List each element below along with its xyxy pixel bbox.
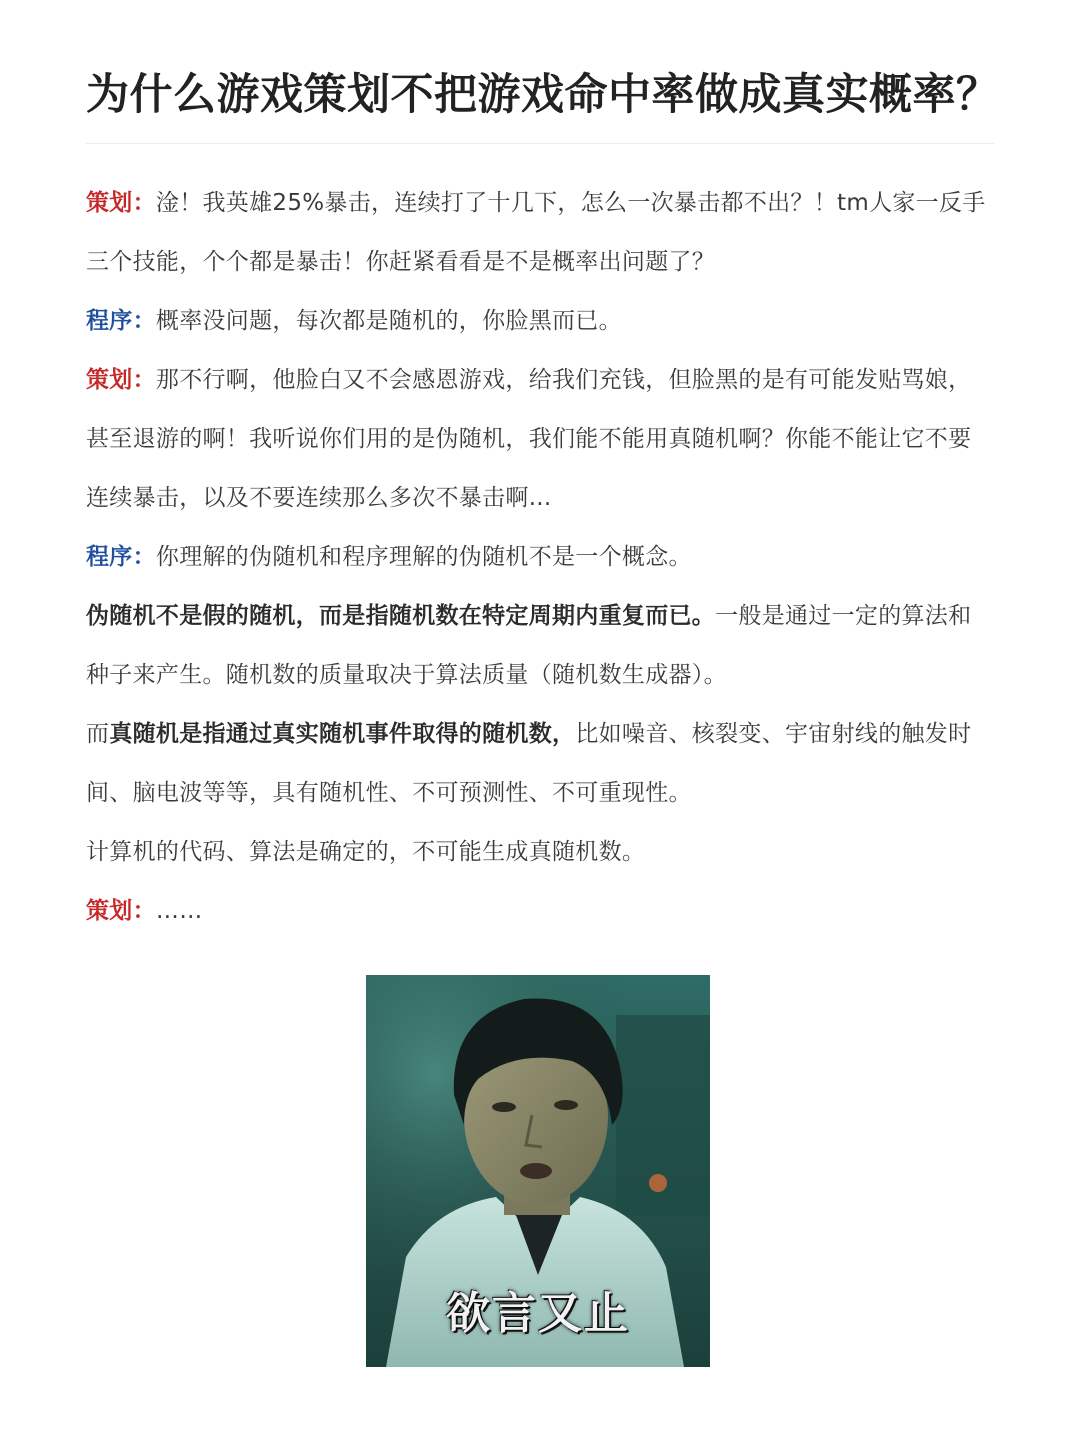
explanation-paragraph (86, 823, 994, 882)
title-divider (86, 143, 994, 144)
explanation-paragraph (86, 587, 994, 705)
dialogue-text: 淦！我英雄25%暴击，连续打了十几下，怎么一次暴击都不出？！tm人家一反手三个技能，个个都是暴击！你赶紧看看是不是概率出问题了？ (86, 190, 986, 275)
article (86, 0, 1000, 941)
paragraph-rest: 一般是通过一定的算法和种子来产生。随机数的质量取决于算法质量（随机数生成器）。 (86, 603, 972, 688)
speaker-label-program: 程序： (86, 544, 156, 570)
dialogue-text: 概率没问题，每次都是随机的，你脸黑而已。 (155, 308, 622, 334)
dialogue-paragraph (86, 174, 994, 292)
dialogue-paragraph (86, 351, 994, 528)
speaker-label-planner: 策划： (86, 190, 156, 216)
mouth-shape (520, 1163, 552, 1179)
dialogue-text: 你理解的伪随机和程序理解的伪随机不是一个概念。 (155, 544, 692, 570)
speaker-label-program: 程序： (86, 308, 156, 334)
right-eye (554, 1100, 578, 1110)
left-eye (492, 1102, 516, 1112)
bold-definition: 伪随机不是假的随机，而是指随机数在特定周期内重复而已。 (86, 603, 716, 629)
dialogue-paragraph (86, 528, 994, 587)
speaker-label-planner: 策划： (86, 898, 156, 924)
dialogue-text: 那不行啊，他脸白又不会感恩游戏，给我们充钱，但脸黑的是有可能发贴骂娘，甚至退游的啊！我听说你们用的是伪随机，我们能不能用真随机啊？你能不能让它不要连续暴击，以及不要连续那么多次不暴击啊... (86, 367, 972, 511)
meme-image (366, 975, 710, 1367)
paragraph-rest: 比如噪音、核裂变、宇宙射线的触发时间、脑电波等等，具有随机性、不可预测性、不可重现性。 (86, 721, 972, 806)
dialogue-paragraph (86, 882, 994, 941)
background-ornament (649, 1174, 667, 1192)
bold-definition: 真随机是指通过真实随机事件取得的随机数， (109, 721, 576, 747)
dialogue-text: …… (155, 898, 203, 924)
article-body (86, 174, 994, 941)
dialogue-paragraph (86, 292, 994, 351)
speaker-label-planner: 策划： (86, 367, 156, 393)
paragraph-rest: 计算机的代码、算法是确定的，不可能生成真随机数。 (86, 839, 646, 865)
article-title: 为什么游戏策划不把游戏命中率做成真实概率？ (86, 70, 1000, 120)
paragraph-lead: 而 (86, 721, 110, 747)
explanation-paragraph (86, 705, 994, 823)
meme-caption: 欲言又止 (446, 1288, 630, 1339)
